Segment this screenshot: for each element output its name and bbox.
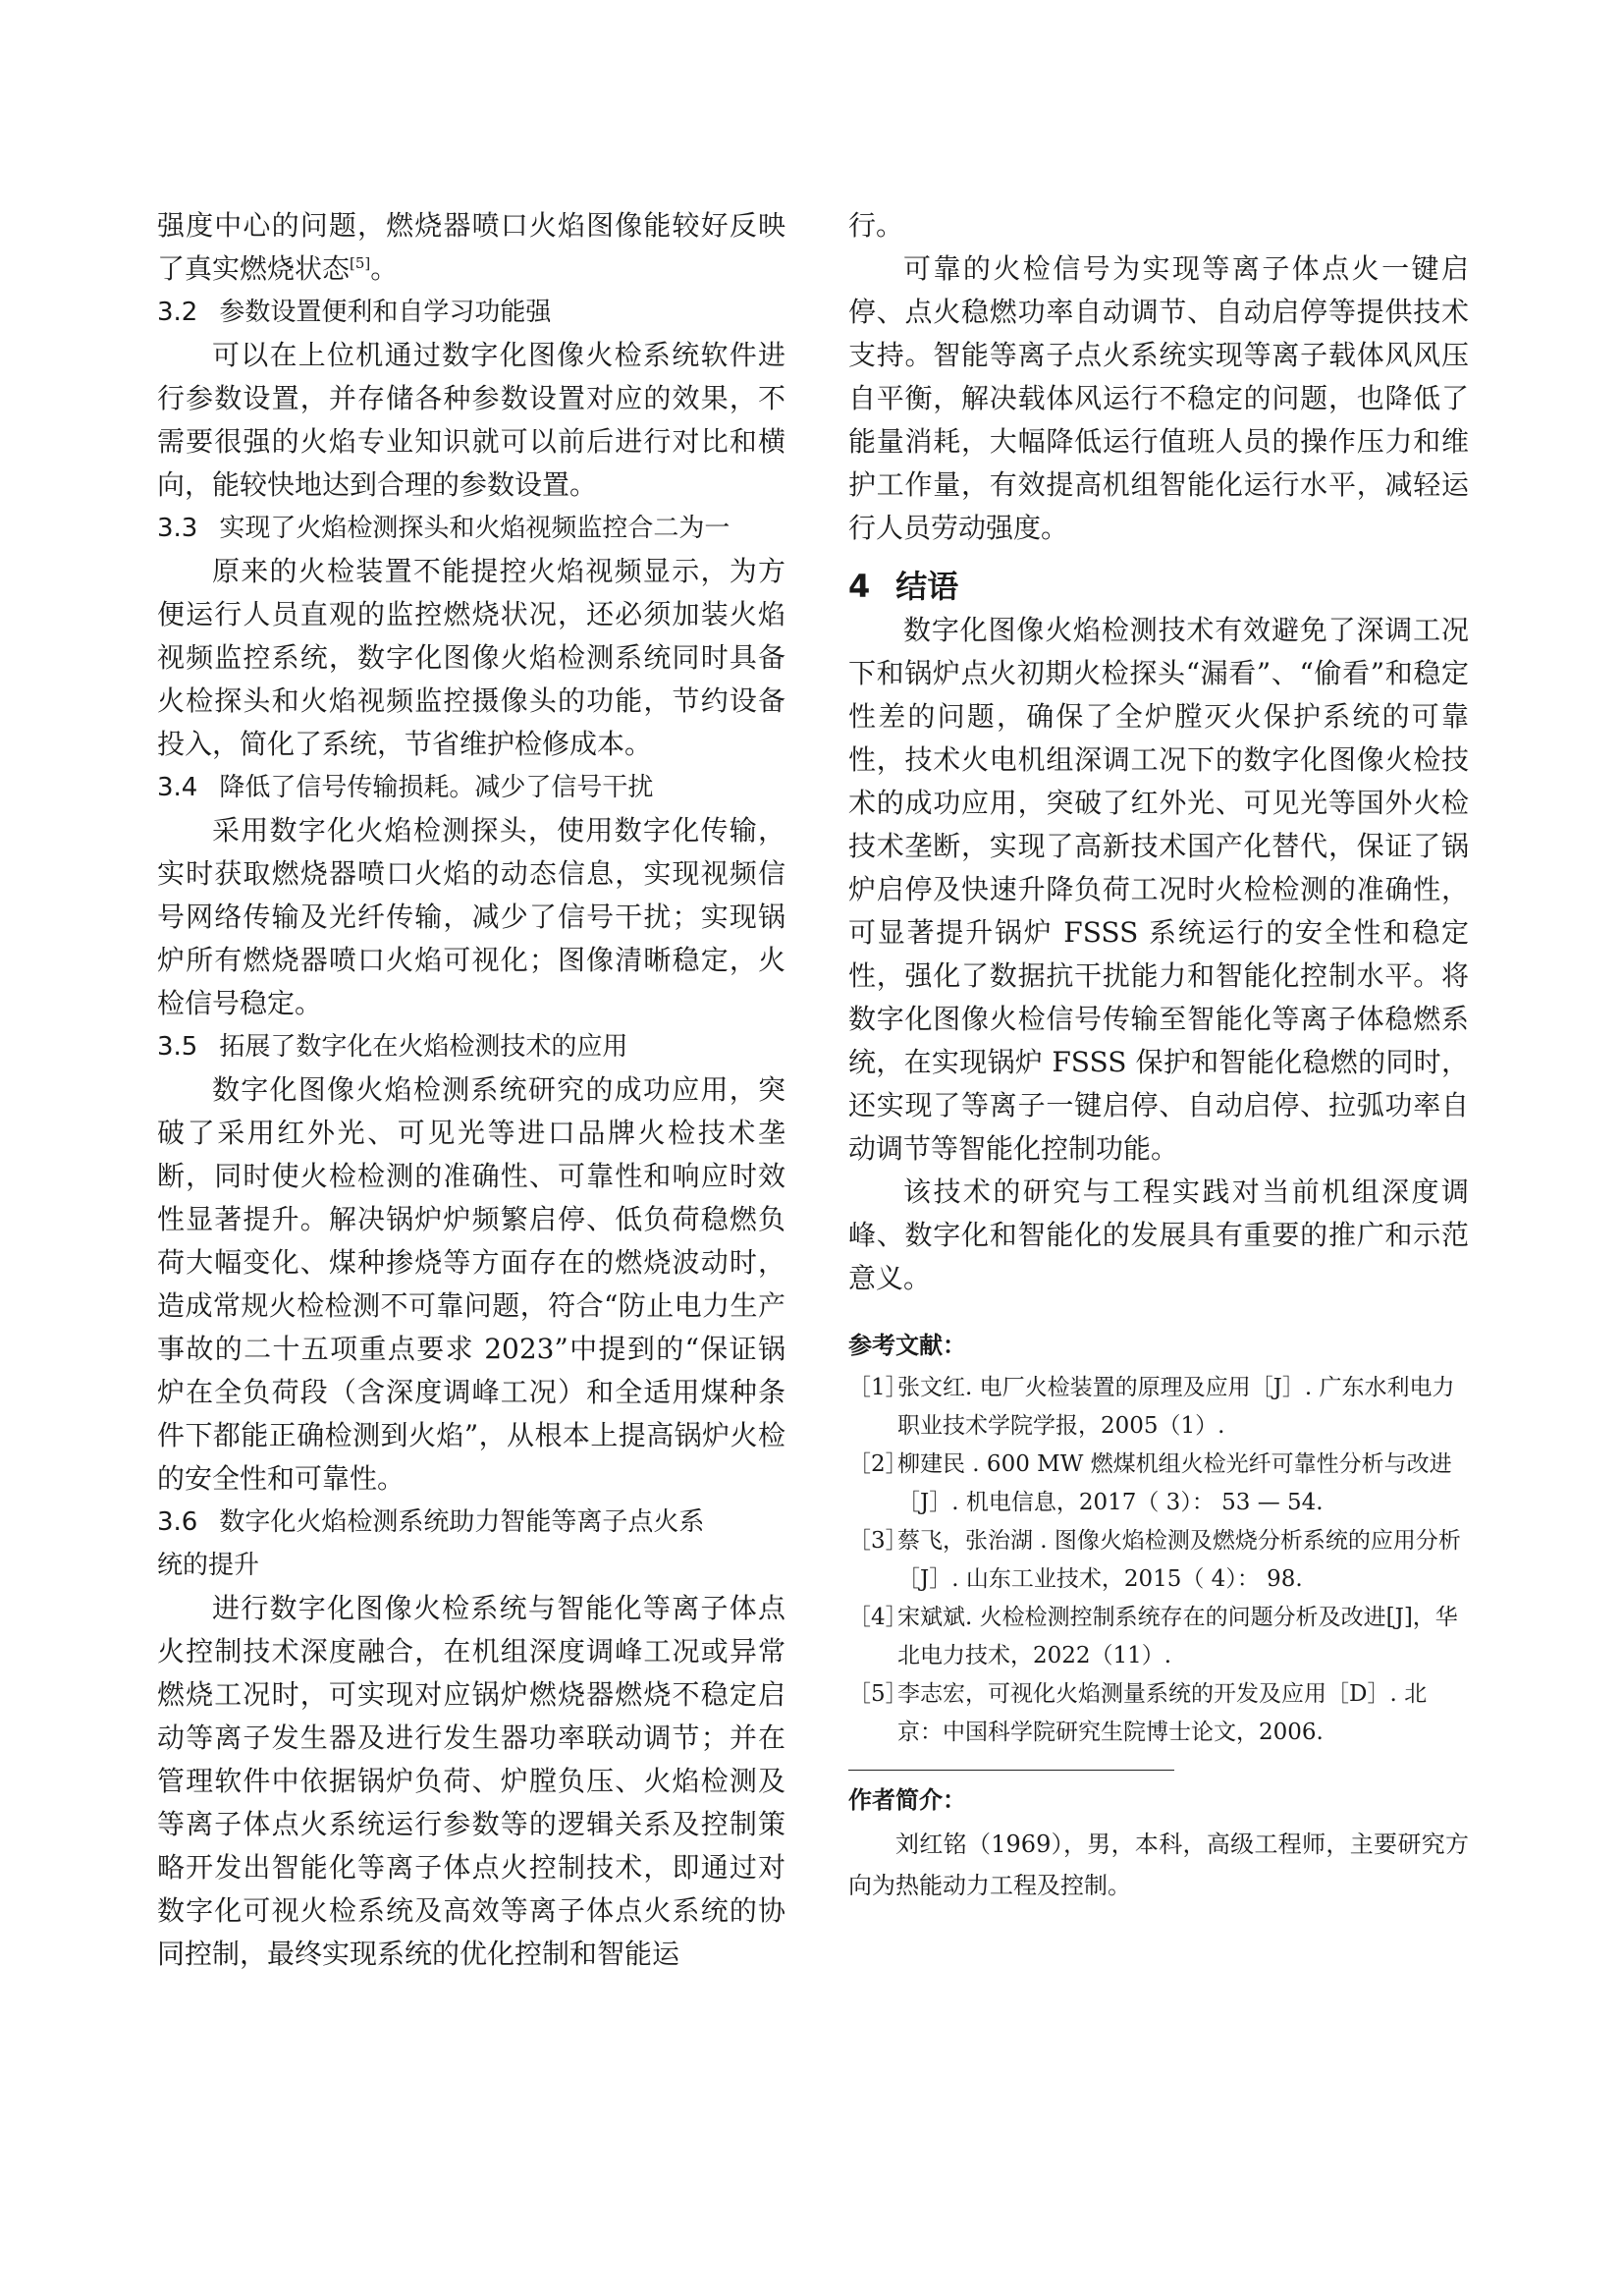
section-title: 降低了信号传输损耗。减少了信号干扰 bbox=[219, 773, 654, 802]
section-number: 3.3 bbox=[157, 514, 198, 543]
reference-item bbox=[848, 1675, 1469, 1752]
reference-item bbox=[848, 1446, 1469, 1522]
conclusion-paragraph-1: 数字化图像火焰检测技术有效避免了深调工况下和锅炉点火初期火检探头“漏看”、“偷看”和稳定性差的问题，确保了全炉膛灭火保护系统的可靠性，技术火电机组深调工况下的数字化图像火检技术的成功应用，突破了红外光、可见光等国外火检技术垄断，实现了高新技术国产化替代，保证了锅炉启停及快速升降负荷工况时火检检测的准确性，可显著提升锅炉 FSSS 系统运行的安全性和稳定性，强化了数据抗干扰能力和智能化控制水平。将数字化图像火检信号传输至智能化等离子体稳燃系统，在实现锅炉 FSSS 保护和智能化稳燃的同时，还实现了等离子一键启停、自动启停、拉弧功率自动调节等智能化控制功能。 bbox=[848, 614, 1469, 1165]
continued-paragraph-end: 行。 bbox=[848, 209, 904, 242]
continued-end: 。 bbox=[370, 252, 399, 285]
reference-item bbox=[848, 1522, 1469, 1599]
continued-paragraph bbox=[157, 204, 785, 291]
author-separator bbox=[848, 1770, 1174, 1771]
author-bio: 刘红铭（1969），男，本科，高级工程师，主要研究方向为热能动力工程及控制。 bbox=[848, 1831, 1469, 1899]
section-number: 3.4 bbox=[157, 773, 198, 802]
section-number: 4 bbox=[848, 568, 871, 605]
section-3-2-body: 可以在上位机通过数字化图像火检系统软件进行参数设置，并存储各种参数设置对应的效果，不需要很强的火焰专业知识就可以前后进行对比和横向，能较快地达到合理的参数设置。 bbox=[157, 339, 785, 501]
section-title: 拓展了数字化在火焰检测技术的应用 bbox=[219, 1032, 628, 1062]
section-3-5-body: 数字化图像火焰检测系统研究的成功应用，突破了采用红外光、可见光等进口品牌火检技术垄断，同时使火检检测的准确性、可靠性和响应时效性显著提升。解决锅炉炉频繁启停、低负荷稳燃负荷大幅变化、煤种掺烧等方面存在的燃烧波动时，造成常规火检检测不可靠问题，符合“防止电力生产事故的二十五项重点要求 2023”中提到的“保证锅炉在全负荷段（含深度调峰工况）和全适用煤种条件下都能正确检测到火焰”，从根本上提高锅炉火检的安全性和可靠性。 bbox=[157, 1073, 785, 1495]
right-column bbox=[848, 204, 1469, 1906]
section-number: 3.6 bbox=[157, 1507, 198, 1537]
section-3-4-heading bbox=[157, 766, 785, 809]
reference-item bbox=[848, 1369, 1469, 1446]
section-3-5-heading bbox=[157, 1025, 785, 1068]
section-3-6-body: 进行数字化图像火检系统与智能化等离子体点火控制技术深度融合，在机组深度调峰工况或异常燃烧工况时，可实现对应锅炉燃烧器燃烧不稳定启动等离子发生器及进行发生器功率联动调节；并在管理软件中依据锅炉负荷、炉膛负压、火焰检测及等离子体点火系统运行参数等的逻辑关系及控制策略开发出智能化等离子体点火控制技术，即通过对数字化可视火检系统及高效等离子体点火系统的协同控制，最终实现系统的优化控制和智能运 bbox=[157, 1592, 785, 1970]
section-3-3-heading bbox=[157, 507, 785, 550]
citation-5: [5] bbox=[350, 254, 371, 272]
plasma-paragraph: 可靠的火检信号为实现等离子体点火一键启停、点火稳燃功率自动调节、自动启停等提供技术支持。智能等离子点火系统实现等离子载体风风压自平衡，解决载体风运行不稳定的问题，也降低了能量消耗，大幅降低运行值班人员的操作压力和维护工作量，有效提高机组智能化运行水平，减轻运行人员劳动强度。 bbox=[848, 252, 1469, 544]
section-3-2-heading bbox=[157, 291, 785, 334]
reference-text: 李志宏，可视化火焰测量系统的开发及应用［D］. 北京：中国科学院研究生院博士论文，2006. bbox=[897, 1681, 1428, 1745]
section-3-6-title-line2: 统的提升 bbox=[157, 1551, 260, 1580]
reference-number: ［1］ bbox=[848, 1375, 908, 1400]
section-number: 3.5 bbox=[157, 1032, 198, 1062]
reference-number: ［5］ bbox=[848, 1681, 908, 1707]
reference-number: ［3］ bbox=[848, 1528, 908, 1554]
continued-text: 强度中心的问题，燃烧器喷口火焰图像能较好反映了真实燃烧状态 bbox=[157, 209, 785, 285]
reference-text: 柳建民 . 600 MW 燃煤机组火检光纤可靠性分析与改进［J］. 机电信息，2017（ 3）： 53 — 54. bbox=[897, 1451, 1452, 1515]
section-4-heading bbox=[848, 564, 1469, 609]
section-3-6-heading bbox=[157, 1501, 785, 1544]
left-column bbox=[157, 204, 785, 1976]
references-heading: 参考文献： bbox=[848, 1332, 966, 1359]
section-3-3-body: 原来的火检装置不能提控火焰视频显示，为方便运行人员直观的监控燃烧状况，还必须加装火焰视频监控系统，数字化图像火焰检测系统同时具备火检探头和火焰视频监控摄像头的功能，节约设备投入，简化了系统，节省维护检修成本。 bbox=[157, 555, 785, 760]
section-title-line1: 数字化火焰检测系统助力智能等离子点火系 bbox=[219, 1507, 705, 1537]
references-list bbox=[848, 1369, 1469, 1752]
section-title: 结语 bbox=[895, 568, 959, 605]
reference-number: ［2］ bbox=[848, 1451, 908, 1477]
section-number: 3.2 bbox=[157, 298, 198, 327]
reference-item bbox=[848, 1599, 1469, 1675]
reference-number: ［4］ bbox=[848, 1605, 908, 1630]
author-heading: 作者简介： bbox=[848, 1786, 966, 1814]
conclusion-paragraph-2: 该技术的研究与工程实践对当前机组深度调峰、数字化和智能化的发展具有重要的推广和示范意义。 bbox=[848, 1175, 1469, 1294]
section-3-4-body: 采用数字化火焰检测探头，使用数字化传输，实时获取燃烧器喷口火焰的动态信息，实现视频信号网络传输及光纤传输，减少了信号干扰；实现锅炉所有燃烧器喷口火焰可视化；图像清晰稳定，火检信号稳定。 bbox=[157, 814, 785, 1019]
reference-text: 张文红. 电厂火检装置的原理及应用［J］. 广东水利电力职业技术学院学报，2005（1）. bbox=[897, 1375, 1455, 1439]
reference-text: 宋斌斌. 火检检测控制系统存在的问题分析及改进[J]，华北电力技术，2022（11）. bbox=[897, 1605, 1458, 1668]
reference-text: 蔡飞，张治湖 . 图像火焰检测及燃烧分析系统的应用分析［J］. 山东工业技术，2015（ 4）： 98. bbox=[897, 1528, 1461, 1592]
section-title: 参数设置便利和自学习功能强 bbox=[219, 298, 552, 327]
section-title: 实现了火焰检测探头和火焰视频监控合二为一 bbox=[219, 514, 730, 543]
